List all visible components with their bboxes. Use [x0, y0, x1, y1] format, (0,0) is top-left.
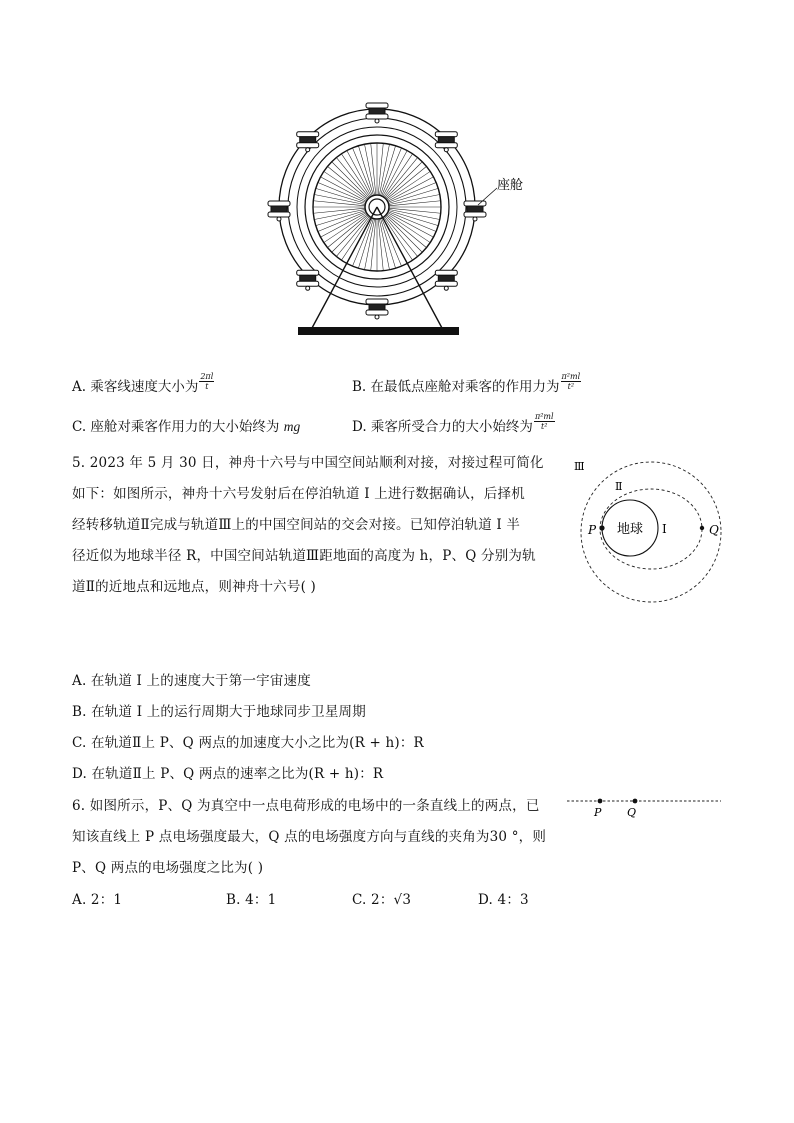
- cabin: [435, 132, 457, 152]
- wheel-spoke: [353, 218, 373, 266]
- cabin: [366, 299, 388, 319]
- cabin: [268, 201, 290, 221]
- q4-option-d[interactable]: D. 乘客所受合力的大小始终为 $\frac{\text{π²ml}}{\text{t²}}$: [352, 412, 554, 435]
- q5-line: 如下：如图所示，神舟十六号发射后在停泊轨道 I 上进行数据确认，后择机: [72, 486, 525, 502]
- q5-option-d[interactable]: D. 在轨道Ⅱ上 P、Q 两点的速率之比为(R + h)：R: [72, 766, 384, 782]
- q4-option-b[interactable]: B. 在最低点座舱对乘客的作用力为 $\frac{\text{π²ml}}{\text{t²}}$: [352, 372, 581, 395]
- q5-line: 5. 2023 年 5 月 30 日，神舟十六号与中国空间站顺利对接，对接过程可简化: [72, 455, 544, 471]
- q5-line: 径近似为地球半径 R，中国空间站轨道Ⅲ距地面的高度为 h，P、Q 分别为轨: [72, 548, 536, 564]
- wheel-spoke: [388, 210, 438, 225]
- wheel-spoke: [382, 148, 402, 196]
- q5-option-a[interactable]: A. 在轨道 I 上的速度大于第一宇宙速度: [72, 673, 311, 689]
- wheel-spoke: [388, 188, 438, 203]
- q6-option-c[interactable]: C. 2：√3: [352, 892, 412, 908]
- q5-option-c[interactable]: C. 在轨道Ⅱ上 P、Q 两点的加速度大小之比为(R + h)：R: [72, 735, 424, 751]
- wheel-spoke: [380, 146, 395, 196]
- orbit-label-i: I: [662, 522, 667, 536]
- wheel-spoke: [358, 218, 373, 268]
- wheel-spoke: [388, 212, 436, 232]
- q6-line: 6. 如图所示，P、Q 为真空中一点电荷形成的电场中的一条直线上的两点，已: [72, 798, 540, 814]
- cabin-label: 座舱: [497, 178, 524, 193]
- q5-line: 道Ⅱ的近地点和远地点，则神舟十六号( ): [72, 579, 317, 595]
- q5-stem: [72, 448, 544, 603]
- wheel-spoke: [382, 218, 402, 266]
- cabin: [297, 270, 319, 290]
- wheel-spoke: [318, 212, 366, 232]
- cabin: [366, 103, 388, 123]
- wheel-spoke: [358, 146, 373, 196]
- q6-option-b[interactable]: B. 4：1: [226, 892, 277, 908]
- earth-label: 地球: [617, 522, 644, 537]
- cabin: [464, 201, 486, 221]
- q5-line: 经转移轨道Ⅱ完成与轨道Ⅲ上的中国空间站的交会对接。已知停泊轨道 I 半: [72, 517, 521, 533]
- q5-options: [72, 666, 424, 790]
- q6-option-d[interactable]: D. 4：3: [478, 892, 529, 908]
- q6-option-a[interactable]: A. 2：1: [72, 892, 123, 908]
- orbit-label-ii: Ⅱ: [615, 480, 623, 493]
- field-line-diagram: [560, 790, 730, 820]
- point-p-label: P: [588, 523, 597, 537]
- wheel-spoke: [353, 148, 373, 196]
- q4-option-a[interactable]: A. 乘客线速度大小为 $\frac{2\pi l}{t}$: [72, 372, 214, 395]
- ferris-wheel-figure: [260, 96, 540, 342]
- wheel-spoke: [316, 210, 366, 225]
- orbit-label-iii: Ⅲ: [574, 460, 585, 473]
- field-point-p-label: P: [594, 806, 602, 819]
- wheel-spoke: [380, 218, 395, 268]
- q4-option-c[interactable]: C. 座舱对乘客作用力的大小始终为 mg: [72, 419, 301, 435]
- q6-line: 知该直线上 P 点电场强度最大，Q 点的电场强度方向与直线的夹角为30 °，则: [72, 829, 547, 845]
- wheel-spoke: [316, 188, 366, 203]
- q6-line: P、Q 两点的电场强度之比为( ): [72, 860, 264, 876]
- q6-stem: [72, 791, 546, 884]
- wheel-spoke: [388, 183, 436, 203]
- point-q-label: Q: [709, 523, 719, 537]
- cabin: [435, 270, 457, 290]
- q5-option-b[interactable]: B. 在轨道 I 上的运行周期大于地球同步卫星周期: [72, 704, 366, 720]
- orbit-diagram: [550, 450, 740, 610]
- cabin: [297, 132, 319, 152]
- field-point-q-label: Q: [627, 806, 637, 819]
- wheel-spoke: [318, 183, 366, 203]
